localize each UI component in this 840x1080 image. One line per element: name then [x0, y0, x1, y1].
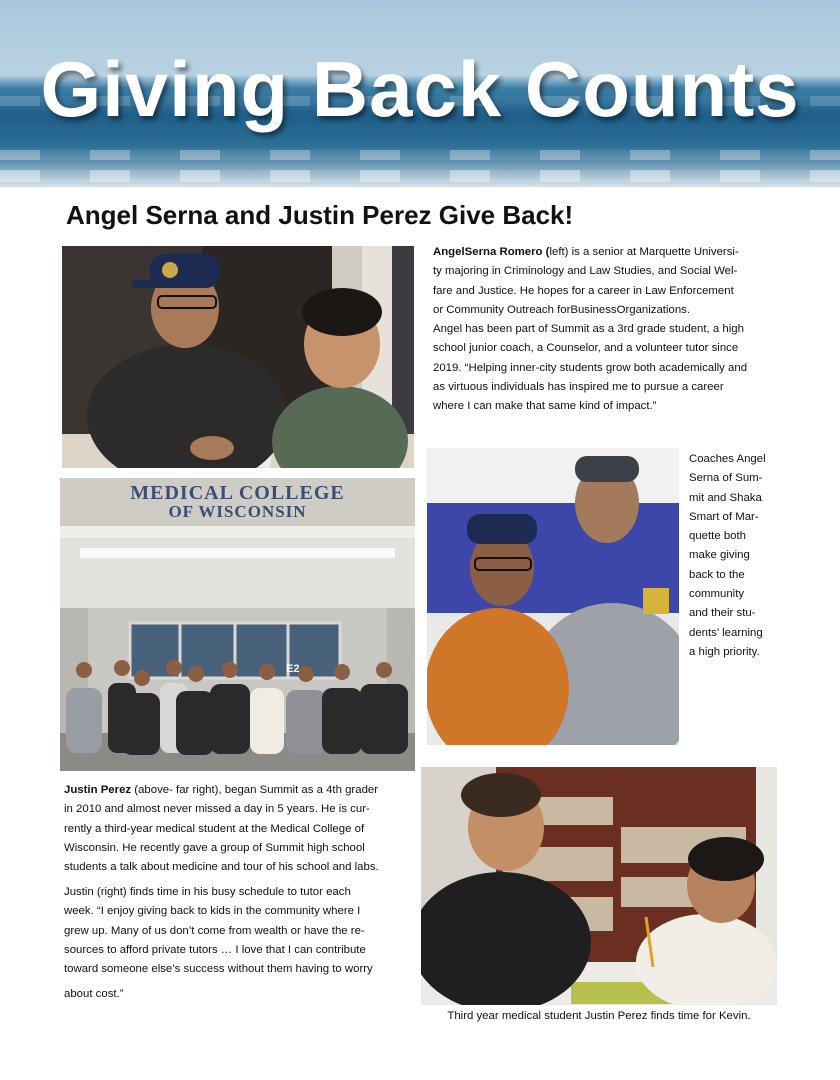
justin2-line-2: grew up. Many of us don’t come from wealth or have the re- — [64, 924, 365, 937]
coaches-line-1: Serna of Sum- — [689, 472, 763, 485]
angel-line-0 — [433, 243, 778, 262]
angel-line-1: ty majoring in Criminology and Law Studies, and Social Wel- — [433, 265, 738, 278]
photo-tutoring-image — [421, 767, 777, 1005]
article-headline: Angel Serna and Justin Perez Give Back! — [66, 200, 574, 230]
angel-line-6: 2019. “Helping inner-city students grow both academically and — [433, 361, 748, 374]
justin-paragraph-2 — [64, 883, 414, 1005]
wave-line — [0, 150, 840, 160]
coaches-caption — [689, 450, 799, 662]
justin2-line-0: Justin (right) finds time in his busy schedule to tutor each — [64, 886, 351, 898]
justin2-line-5: about cost.” — [64, 988, 124, 1001]
justin-line-2: rently a third-year medical student at the Medical College of — [64, 822, 365, 835]
coaches-line-5: make giving — [689, 549, 750, 562]
photo-coaches-image — [427, 448, 679, 745]
coaches-line-3: Smart of Mar- — [689, 510, 759, 523]
photo-coaches — [427, 448, 679, 745]
photo-medical-college-group — [60, 478, 415, 771]
justin-line-1: in 2010 and almost never missed a day in 5 years. He is cur- — [64, 803, 370, 816]
justin-name: Justin Perez — [64, 784, 132, 796]
justin2-line-1: week. “I enjoy giving back to kids in the community where I — [64, 905, 361, 918]
building-sign-line1: MEDICAL COLLEGE — [130, 482, 345, 504]
banner-title: Giving Back Counts — [40, 45, 800, 133]
angel-line-5: school junior coach, a Counselor, and a volunteer tutor since — [433, 342, 739, 355]
angel-line-8: where I can make that same kind of impact.” — [433, 400, 657, 413]
justin-line-0 — [64, 781, 414, 800]
photo-angel-with-student — [62, 246, 414, 468]
coaches-line-10: a high priority. — [689, 645, 760, 658]
coaches-line-9: dents’ learning — [689, 626, 763, 639]
justin-line-text: (above- far right), began Summit as a 4th grader — [131, 784, 379, 796]
justin-paragraph-1 — [64, 781, 414, 877]
coaches-line-6: back to the — [689, 568, 745, 581]
angel-name: AngelSerna Romero ( — [433, 246, 550, 258]
building-sign-line2: OF WISCONSIN — [168, 502, 307, 521]
angel-line-3: or Community Outreach forBusinessOrganizations. — [433, 303, 691, 316]
coaches-line-4: quette both — [689, 530, 747, 543]
justin2-line-3: sources to afford private tutors … I love that I can contribute — [64, 943, 366, 956]
coaches-line-0: Coaches Angel — [689, 453, 766, 465]
angel-line-4: Angel has been part of Summit as a 3rd grade student, a high — [433, 323, 744, 336]
door-label: E2 — [286, 663, 300, 675]
angel-paragraph — [433, 243, 778, 417]
coaches-line-2: mit and Shaka — [689, 491, 762, 504]
coaches-line-8: and their stu- — [689, 607, 756, 620]
angel-line-2: fare and Justice. He hopes for a career in Law Enforcement — [433, 284, 734, 297]
angel-line-text: left) is a senior at Marquette Universi- — [549, 246, 739, 258]
coaches-line-7: community — [689, 588, 745, 601]
wave-line — [0, 170, 840, 182]
justin2-line-4: toward someone else’s success without them having to worry — [64, 963, 373, 976]
photo-angel-image — [62, 246, 414, 468]
photo-tutoring — [421, 767, 777, 1005]
tutoring-caption: Third year medical student Justin Perez finds time for Kevin. — [447, 1010, 751, 1022]
justin-line-4: students a talk about medicine and tour of his school and labs. — [64, 861, 379, 874]
header-banner — [0, 0, 840, 187]
justin-line-3: Wisconsin. He recently gave a group of Summit high school — [64, 841, 365, 854]
angel-line-7: as virtuous individuals has inspired me to pursue a career — [433, 381, 724, 394]
